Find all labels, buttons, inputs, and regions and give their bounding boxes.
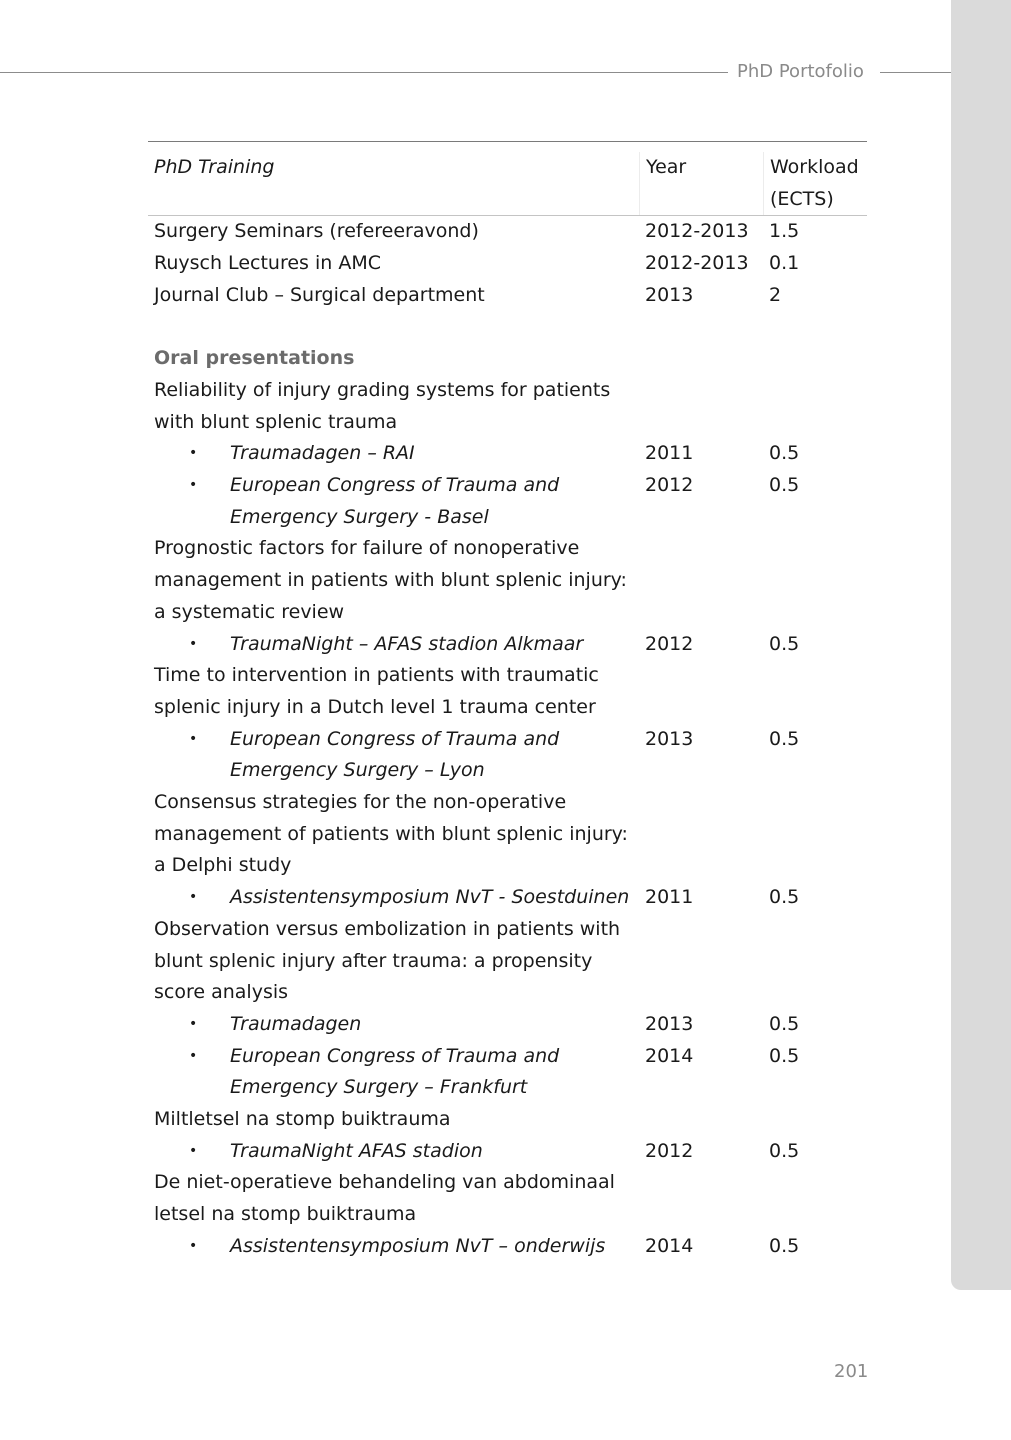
event-ects: 0.5: [769, 442, 800, 465]
section-heading-row: [148, 343, 867, 375]
section-heading: Oral presentations: [154, 347, 355, 370]
event-ects: 0.5: [769, 632, 800, 655]
event-year: 2013: [645, 1012, 694, 1035]
row-title: Surgery Seminars (refereeravond): [154, 220, 479, 243]
table-row: [148, 280, 867, 312]
side-tab: [951, 0, 1011, 1290]
event-ects: 0.5: [769, 1044, 800, 1067]
event-name: Traumadagen: [230, 1012, 362, 1035]
event-row: [148, 1136, 867, 1168]
presentation-title: Miltletsel na stomp buiktrauma: [154, 1108, 451, 1131]
table-header-row: [148, 142, 867, 215]
section-spacer: [148, 312, 867, 344]
event-year: 2012: [645, 474, 694, 497]
page-number: 201: [834, 1361, 869, 1382]
column-header-year: Year: [639, 152, 763, 215]
event-row: [148, 470, 867, 533]
bullet: •: [189, 1142, 198, 1159]
event-row: [148, 1231, 867, 1263]
event-year: 2011: [645, 886, 694, 909]
presentation-title-row: [148, 914, 867, 1009]
presentation-title-row: [148, 1167, 867, 1230]
row-title: Ruysch Lectures in AMC: [154, 252, 381, 275]
row-ects: 2: [769, 283, 782, 306]
event-year: 2014: [645, 1234, 694, 1257]
event-row: [148, 438, 867, 470]
column-header-training: PhD Training: [154, 156, 275, 178]
bullet: •: [189, 445, 198, 462]
event-ects: 0.5: [769, 1234, 800, 1257]
row-year: 2012-2013: [645, 252, 749, 275]
bullet: •: [189, 1047, 198, 1064]
header-rule-right: [880, 72, 951, 73]
event-name: TraumaNight AFAS stadion: [230, 1139, 483, 1162]
event-year: 2011: [645, 442, 694, 465]
presentation-title-row: [148, 787, 867, 882]
presentation-title-row: [148, 1104, 867, 1136]
bullet: •: [189, 477, 198, 494]
presentation-title: Consensus strategies for the non-operative management of patients with blunt splenic injury: a Delphi study: [154, 791, 628, 877]
presentation-title: De niet-operatieve behandeling van abdominaal letsel na stomp buiktrauma: [154, 1171, 615, 1226]
event-name: Assistentensymposium NvT - Soestduinen: [230, 886, 630, 909]
event-name: Traumadagen – RAI: [230, 442, 415, 465]
event-ects: 0.5: [769, 1139, 800, 1162]
presentation-title: Prognostic factors for failure of nonoperative management in patients with blunt splenic injury: a systematic review: [154, 537, 627, 623]
phd-training-table: [148, 141, 867, 1263]
presentation-title-row: [148, 375, 867, 438]
column-header-workload: Workload (ECTS): [763, 152, 867, 215]
row-title: Journal Club – Surgical department: [154, 283, 485, 306]
presentation-title: Observation versus embolization in patients with blunt splenic injury after trauma: a propensity score analysis: [154, 917, 621, 1004]
page-header-title: PhD Portofolio: [737, 61, 864, 82]
event-row: [148, 629, 867, 661]
event-name: Assistentensymposium NvT – onderwijs: [230, 1234, 606, 1257]
row-ects: 0.1: [769, 252, 800, 275]
event-name: European Congress of Trauma and Emergency Surgery - Basel: [230, 474, 560, 528]
presentation-title: Reliability of injury grading systems for patients with blunt splenic trauma: [154, 378, 611, 433]
row-year: 2013: [645, 283, 694, 306]
row-ects: 1.5: [769, 220, 800, 243]
bullet: •: [189, 635, 198, 652]
event-year: 2013: [645, 727, 694, 750]
event-year: 2012: [645, 632, 694, 655]
table-row: [148, 216, 867, 248]
event-ects: 0.5: [769, 727, 800, 750]
event-row: [148, 882, 867, 914]
event-row: [148, 1041, 867, 1104]
event-name: European Congress of Trauma and Emergency Surgery – Lyon: [230, 727, 560, 782]
bullet: •: [189, 889, 198, 906]
event-name: TraumaNight – AFAS stadion Alkmaar: [230, 632, 584, 655]
table-row: [148, 248, 867, 280]
event-year: 2012: [645, 1139, 694, 1162]
event-name: European Congress of Trauma and Emergency Surgery – Frankfurt: [230, 1044, 560, 1099]
row-year: 2012-2013: [645, 220, 749, 243]
event-ects: 0.5: [769, 886, 800, 909]
bullet: •: [189, 730, 198, 747]
event-ects: 0.5: [769, 474, 800, 497]
presentation-title-row: [148, 660, 867, 723]
header-rule-left: [0, 72, 728, 73]
event-year: 2014: [645, 1044, 694, 1067]
event-row: [148, 724, 867, 787]
event-row: [148, 1009, 867, 1041]
presentation-title-row: [148, 533, 867, 628]
presentation-title: Time to intervention in patients with traumatic splenic injury in a Dutch level 1 trauma center: [154, 664, 599, 718]
bullet: •: [189, 1237, 198, 1254]
bullet: •: [189, 1015, 198, 1032]
event-ects: 0.5: [769, 1012, 800, 1035]
